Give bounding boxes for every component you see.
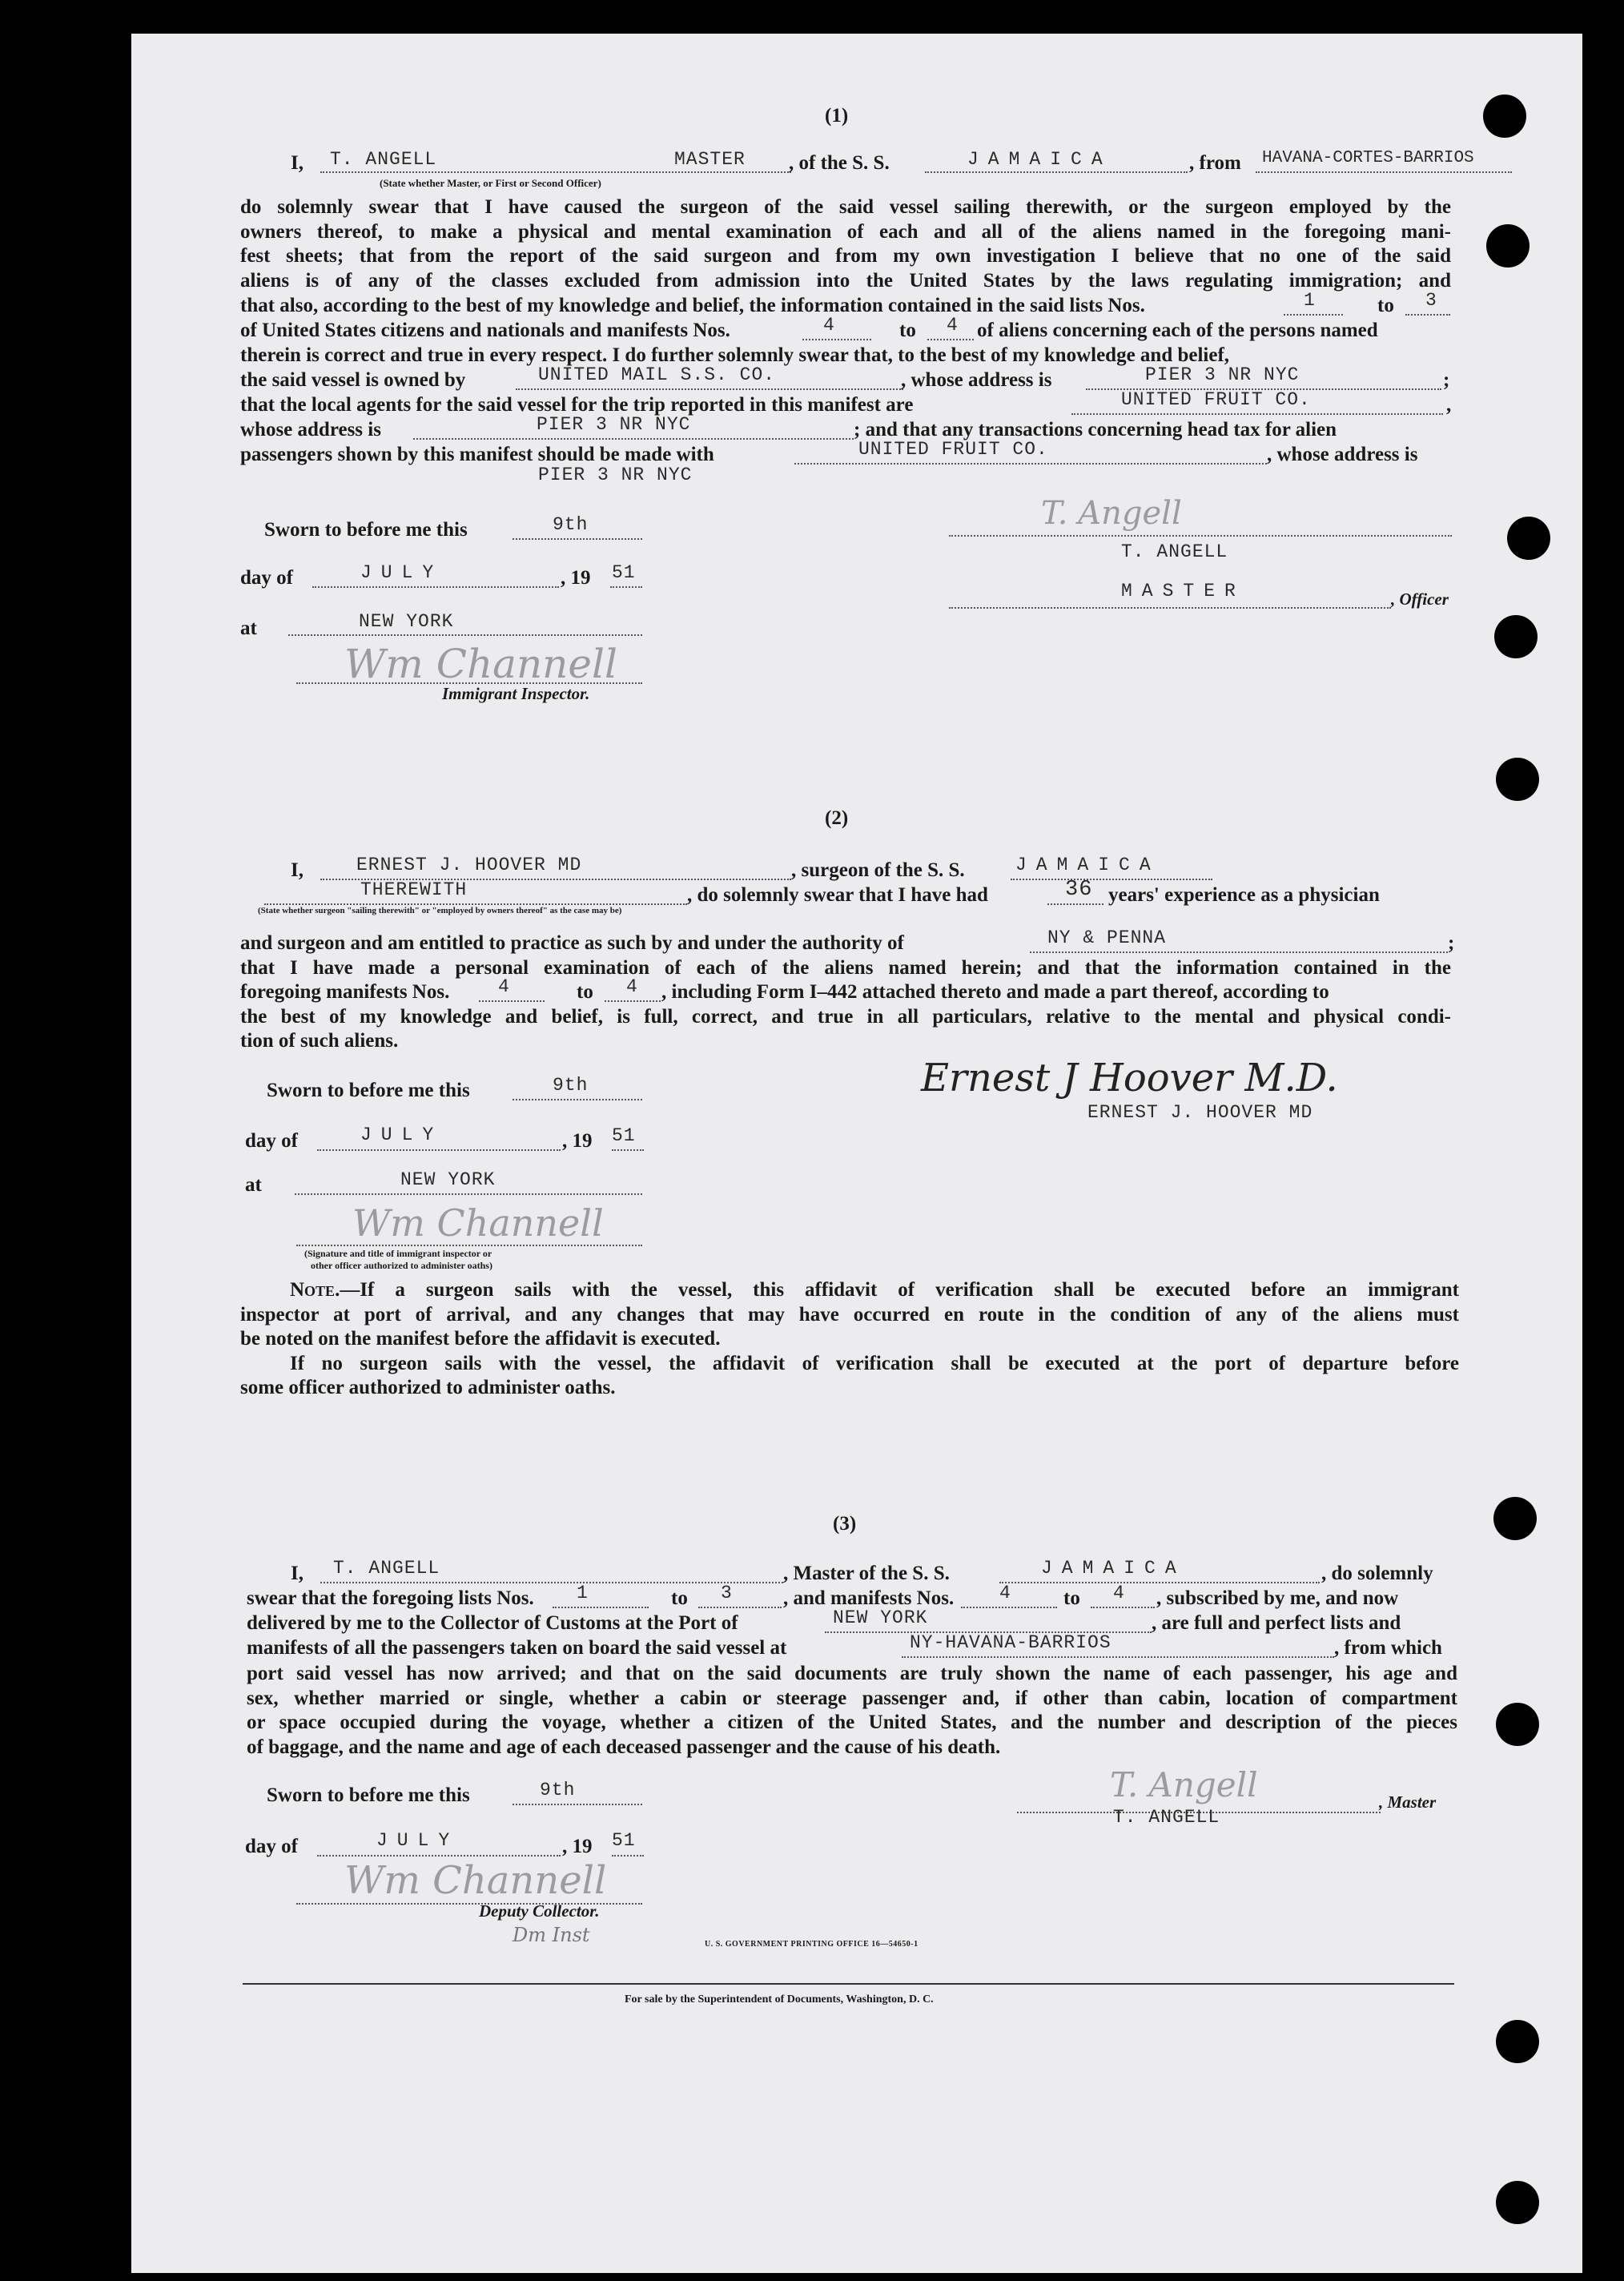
s2-sailing: THEREWITH [360,879,468,900]
s3-master-line [320,1582,783,1583]
s3-master-label: , Master [1379,1792,1437,1812]
s1-agents-addr: PIER 3 NR NYC [537,414,691,435]
s3-l1b: , Master of the S. S. [783,1563,950,1584]
s3-master-signature: T. Angell [1110,1765,1258,1804]
s3-man-from-line [961,1607,1057,1608]
s2-l3a: and surgeon and am entitled to practice as such by and under the authority of [240,932,904,954]
s1-l6a: of United States citizens and nationals and manifests Nos. [240,320,730,341]
footer-rule [243,1983,1454,1985]
s3-l1c: , do solemnly [1321,1563,1433,1584]
s1-sworn: Sworn to before me this [264,519,468,541]
s3-vessel: JAMAICA [1041,1558,1186,1579]
s3-lists-to-line [698,1607,782,1608]
s1-comma: , [1446,394,1452,416]
s2-day-line [513,1099,642,1100]
s3-line: port said vessel has now arrived; and that on the said documents are truly shown the name of each passenger, his age and [247,1663,1457,1684]
s1-month-line [312,586,559,588]
binder-hole [1496,2181,1539,2224]
s2-inspector-signature: Wm Channell [352,1201,604,1245]
s1-line: do solemnly swear that I have caused the surgeon of the said vessel sailing therewith, or the surgeon employed by the [240,196,1451,218]
s2-note-line: inspector at port of arrival, and any changes that may have occurred en route in the condition of any of the aliens must [240,1303,1459,1326]
s3-year-pre: , 19 [562,1836,593,1857]
s1-place: NEW YORK [359,611,454,632]
s1-line: aliens is of any of the classes excluded from admission into the United States by the laws regulating immigration; and [240,269,1451,292]
s2-sig-note-2: other officer authorized to administer oaths) [311,1260,492,1271]
s1-agents-addr-line [413,438,854,440]
s3-lists-to: 3 [721,1583,733,1603]
s3-collector-title: Deputy Collector. [479,1901,600,1921]
s2-years: 36 [1065,878,1093,902]
s3-man-from: 4 [999,1583,1011,1603]
s1-lists-to-line [1405,314,1450,316]
s3-lists-from: 1 [577,1583,589,1603]
s3-l4a: manifests of all the passengers taken on board the said vessel at [247,1637,787,1659]
s2-note [240,1278,1459,1401]
s1-master-line [320,171,791,173]
s2-day: 9th [553,1075,589,1096]
section-1-number: (1) [825,105,849,127]
s1-l7: therein is correct and true in every respect. I do further solemnly swear that, to the best of my knowledge and belief, [240,344,1230,366]
s2-place-line [295,1193,642,1195]
s2-para-1 [240,956,1451,981]
s2-man-to-line [605,1000,661,1002]
s3-l2c: , subscribed by me, and now [1156,1587,1399,1609]
s1-year: 51 [612,562,636,583]
s2-l5a: foregoing manifests Nos. [240,981,450,1003]
s1-master-sig-line [949,535,1452,537]
s2-line: that I have made a personal examination of each of the aliens named herein; and that the information contained in the [240,957,1451,979]
s1-lists-from: 1 [1304,290,1316,311]
s3-l3a: delivered by me to the Collector of Customs at the Port of [247,1612,738,1634]
s2-day-of: day of [245,1130,298,1152]
s1-vessel: JAMAICA [967,149,1112,170]
s1-l8a: the said vessel is owned by [240,369,466,391]
s2-year-pre: , 19 [562,1130,593,1152]
s2-i: I, [291,859,303,881]
s2-year: 51 [612,1125,636,1146]
s1-headtax-line [794,463,1267,465]
s1-year-pre: , 19 [561,567,591,589]
s1-from: , from [1189,152,1241,174]
s3-year: 51 [612,1830,636,1851]
s2-man-from-line [479,1000,545,1002]
s2-year-line [612,1149,644,1151]
s3-man-to: 4 [1113,1583,1125,1603]
s2-place: NEW YORK [400,1169,496,1190]
s2-years-line [1047,903,1103,905]
s1-route: HAVANA-CORTES-BARRIOS [1262,149,1474,167]
s1-to-1: to [1377,295,1394,316]
binder-hole [1496,2020,1539,2063]
s1-agents: UNITED FRUIT CO. [1121,389,1311,410]
s2-sig-note-1: (Signature and title of immigrant inspector or [304,1248,492,1259]
s3-collector-signature: Wm Channell [344,1858,607,1903]
s2-note-text: —If a surgeon sails with the vessel, this affidavit of verification shall be executed before an immigrant [340,1279,1459,1301]
s2-month: JULY [360,1124,444,1145]
s1-lists-from-line [1284,314,1343,316]
s3-port: NEW YORK [833,1607,928,1628]
s2-surgeon-typed: ERNEST J. HOOVER MD [1087,1102,1313,1123]
s2-authority-line [1030,951,1448,953]
s1-month: JULY [360,562,444,583]
s1-inspector-title: Immigrant Inspector. [442,684,590,703]
gpo-imprint: U. S. GOVERNMENT PRINTING OFFICE 16—54650-1 [705,1940,919,1949]
s3-route-line [902,1656,1334,1658]
s1-rank-note: (State whether Master, or First or Second Officer) [380,177,601,189]
s1-headtax: UNITED FRUIT CO. [858,439,1048,460]
binder-hole [1483,95,1526,138]
s3-line: sex, whether married or single, whether a cabin or steerage passenger and, if other than cabin, location of compartment [247,1687,1457,1709]
s1-of-ss: , of the S. S. [789,152,890,174]
s1-day-of: day of [240,567,293,589]
binder-hole [1486,224,1530,268]
s3-month-line [317,1855,561,1857]
s2-note-line: be noted on the manifest before the affidavit is executed. [240,1328,721,1350]
s2-l5b: , including Form I–442 attached thereto and made a part thereof, according to [661,981,1329,1003]
s1-l10b: ; and that any transactions concerning head tax for alien [854,419,1337,441]
s2-month-line [317,1149,561,1151]
binder-hole [1496,1703,1539,1746]
s1-l5a: that also, according to the best of my knowledge and belief, the information contained in the said lists Nos. [240,295,1145,316]
s1-inspector-signature: Wm Channell [344,641,617,687]
footer-text: For sale by the Superintendent of Documents, Washington, D. C. [625,1993,934,2005]
s3-master-name: T. ANGELL [333,1558,440,1579]
s3-to-2: to [1063,1587,1080,1609]
s1-master-name: T. ANGELL [330,149,437,170]
s1-vessel-line [925,171,1188,173]
s2-sworn: Sworn to before me this [267,1080,470,1101]
s1-man-to-line [927,339,974,340]
s1-l8b: , whose address is [901,369,1052,391]
s1-day: 9th [553,514,589,535]
s2-l7: tion of such aliens. [240,1030,399,1052]
s3-line: or space occupied during the voyage, whether a citizen of the United States, and the number and description of the pieces [247,1712,1457,1734]
binder-hole [1507,517,1550,560]
s2-surgeon: ERNEST J. HOOVER MD [356,855,582,875]
s3-lists-from-line [553,1607,649,1608]
s2-vessel: JAMAICA [1015,855,1160,875]
s3-collector-initials: Dm Inst [513,1924,590,1946]
s1-line: fest sheets; that from the report of the said surgeon and from my own investigation I believe that no one of the said [240,245,1451,268]
s3-l2a: swear that the foregoing lists Nos. [247,1587,534,1609]
s1-route-line [1256,171,1512,173]
s1-man-to: 4 [947,315,959,336]
s3-para [247,1662,1457,1760]
s2-note-label: Note. [290,1279,340,1301]
s2-para-2 [240,1005,1451,1030]
s1-man-from: 4 [823,315,835,336]
s1-i: I, [291,152,303,174]
section-3-number: (3) [833,1513,857,1535]
s2-at: at [245,1174,262,1196]
s2-man-from: 4 [498,976,510,997]
s1-lists-to: 3 [1425,290,1437,311]
s1-master-signature: T. Angell [1041,495,1182,532]
s3-l2b: , and manifests Nos. [783,1587,955,1609]
s2-l2c: years' experience as a physician [1108,884,1380,906]
s2-of-ss: , surgeon of the S. S. [791,859,965,881]
s2-sailing-note: (State whether surgeon "sailing therewith" or "employed by owners thereof" as the case may be) [258,906,622,915]
s2-semi: ; [1448,932,1455,954]
s1-para [240,195,1451,293]
s1-owner-line [516,388,903,390]
s1-l9a: that the local agents for the said vessel for the trip reported in this manifest are [240,394,914,416]
s1-at: at [240,618,257,639]
binder-hole [1496,758,1539,801]
s1-rank: MASTER [674,149,746,170]
s2-to: to [577,981,593,1003]
s3-master-typed: T. ANGELL [1113,1807,1220,1828]
binder-hole [1494,615,1538,658]
s2-note-line [240,1278,1459,1303]
section-2-number: (2) [825,807,849,829]
s3-year-line [612,1855,644,1857]
s1-line: owners thereof, to make a physical and mental examination of each and all of the aliens named in the foregoing mani- [240,220,1451,243]
s2-surgeon-signature: Ernest J Hoover M.D. [921,1056,1338,1100]
s3-line: of baggage, and the name and age of each deceased passenger and the cause of his death. [247,1736,1001,1758]
s3-day-line [513,1804,642,1805]
s2-note-line: some officer authorized to administer oaths. [240,1377,616,1399]
s2-vessel-line [1011,879,1212,880]
s2-authority: NY & PENNA [1047,927,1167,948]
s3-i: I, [291,1563,303,1584]
s1-l11b: , whose address is [1267,444,1418,465]
s1-master-typed: T. ANGELL [1121,541,1228,562]
s1-man-from-line [802,339,871,340]
s1-l6b: of aliens concerning each of the persons named [977,320,1378,341]
s3-l4b: , from which [1334,1637,1442,1659]
s1-day-line [513,538,642,540]
s1-headtax-addr: PIER 3 NR NYC [538,465,693,485]
s2-note-line: If no surgeon sails with the vessel, the affidavit of verification shall be executed at the port of departure before [290,1352,1459,1374]
s3-man-to-line [1091,1607,1155,1608]
s1-semi-1: ; [1443,369,1450,391]
s3-to-1: to [671,1587,688,1609]
s1-place-line [288,634,642,636]
s1-owner: UNITED MAIL S.S. CO. [538,364,776,385]
s1-officer-line [949,607,1391,609]
binder-hole [1493,1497,1537,1540]
s3-route: NY-HAVANA-BARRIOS [910,1632,1111,1653]
s2-sailing-line [264,903,687,905]
s3-vessel-line [999,1582,1320,1583]
s3-day: 9th [540,1780,576,1800]
s1-l11a: passengers shown by this manifest should be made with [240,444,714,465]
s1-year-line [610,586,642,588]
s2-man-to: 4 [626,976,638,997]
s3-sworn: Sworn to before me this [267,1784,470,1806]
s3-day-of: day of [245,1836,298,1857]
s1-agents-line [1071,413,1443,415]
s2-line: the best of my knowledge and belief, is full, correct, and true in all particulars, relative to the mental and physical condi- [240,1006,1451,1028]
s1-master-rank: MASTER [1121,581,1245,601]
s2-inspector-line [296,1245,642,1246]
s1-officer-label: , Officer [1391,589,1449,609]
s3-l3b: , are full and perfect lists and [1152,1612,1401,1634]
s1-to-2: to [899,320,916,341]
s2-l2b: , do solemnly swear that I have had [687,884,988,906]
s1-l10a: whose address is [240,419,381,441]
s3-month: JULY [376,1830,460,1851]
s1-owner-addr: PIER 3 NR NYC [1145,364,1300,385]
